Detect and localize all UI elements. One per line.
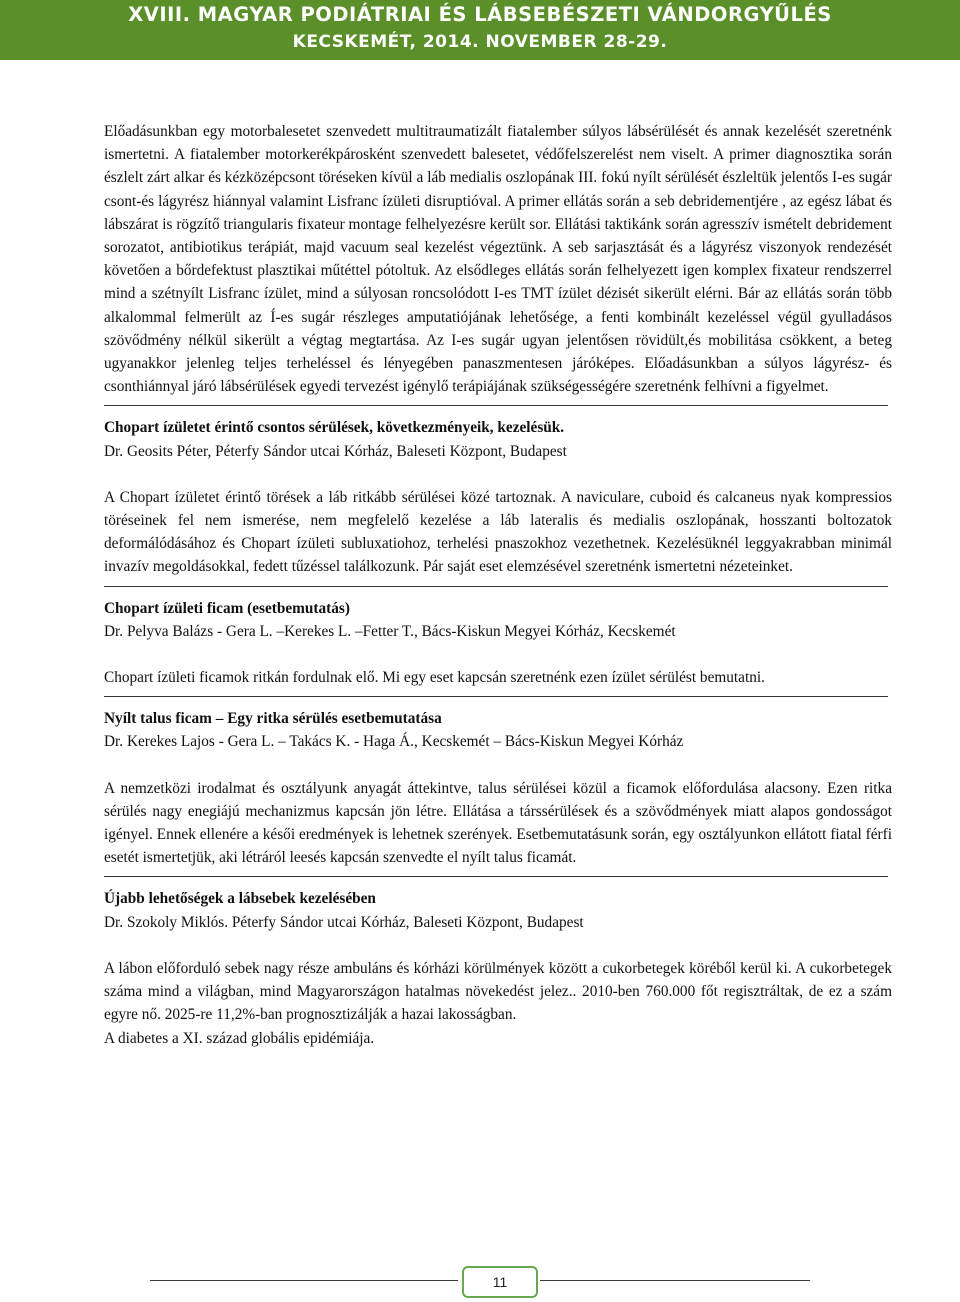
page-number: 11 — [462, 1266, 538, 1298]
page-content — [104, 120, 892, 1050]
abstract-authors: Dr. Szokoly Miklós. Péterfy Sándor utcai Kórház, Baleseti Központ, Budapest — [104, 913, 584, 931]
abstract-closing-line: A diabetes a XI. század globális epidémiája. — [104, 1029, 375, 1047]
conference-title: XVIII. MAGYAR PODIÁTRIAI ÉS LÁBSEBÉSZETI VÁNDORGYŰLÉS — [128, 3, 832, 26]
abstract-body: A Chopart ízületet érintő törések a láb ritkább sérülései közé tartoznak. A naviculare, cuboid és calcaneus nyak kompressios töréseinek fel nem ismerése, nem megfelelő kezelése a láb lateralis és medialis oszlopának, hosszanti boltozatok deformálódásához és Chopart ízületi subluxatiohoz, terhelési pnaszokhoz vezethetnek. Kezelésüknél leggyakrabban minimál invazív megoldásokkal, fedett tűzéssel találkozunk. Pár saját eset elemzésével szeretnénk ismertetni nézeteinket. — [104, 488, 892, 576]
abstract-authors: Dr. Geosits Péter, Péterfy Sándor utcai Kórház, Baleseti Központ, Budapest — [104, 442, 567, 460]
abstract-title: Nyílt talus ficam – Egy ritka sérülés esetbemutatása — [104, 710, 442, 728]
abstract-title: Újabb lehetőségek a lábsebek kezelésében — [104, 890, 376, 908]
footer-rule-right — [540, 1280, 810, 1281]
footer-rule-left — [150, 1280, 458, 1281]
abstract-authors: Dr. Pelyva Balázs - Gera L. –Kerekes L. –Fetter T., Bács-Kiskun Megyei Kórház, Kecskemét — [104, 622, 676, 640]
header-banner — [0, 0, 960, 60]
abstract-chopart-bony-injuries — [104, 416, 892, 578]
abstract-body: A lábon előforduló sebek nagy része ambuláns és kórházi körülmények között a cukorbetegek köréből kerül ki. A cukorbetegek száma mind a világban, mind Magyarországon hatalmas növekedést jelez.. 2010-ben 760.000 főt regisztráltak, de ez a szám egyre nő. 2025-re 11,2%-ban prognosztizálják a hazai lakosságban. — [104, 959, 892, 1024]
conference-location-date: KECSKEMÉT, 2014. NOVEMBER 28-29. — [292, 32, 668, 52]
abstract-title: Chopart ízületi ficam (esetbemutatás) — [104, 599, 350, 617]
abstract-foot-wounds — [104, 887, 892, 1049]
section-divider — [104, 876, 888, 877]
abstract-body: Chopart ízületi ficamok ritkán fordulnak elő. Mi egy eset kapcsán szeretnénk ezen ízület sérülést bemutatni. — [104, 669, 765, 687]
section-divider — [104, 405, 888, 406]
section-divider — [104, 696, 888, 697]
page-footer — [0, 1262, 960, 1302]
abstract-authors: Dr. Kerekes Lajos - Gera L. – Takács K. - Haga Á., Kecskemét – Bács-Kiskun Megyei Kórház — [104, 733, 684, 751]
abstract-open-talus-dislocation — [104, 707, 892, 869]
section-divider — [104, 586, 888, 587]
abstract-chopart-dislocation — [104, 597, 892, 690]
intro-abstract-body: Előadásunkban egy motorbalesetet szenvedett multitraumatizált fiatalember súlyos lábsérülését és annak kezelését szeretnénk ismertetni. A fiatalember motorkerékpárosként szenvedett balesetet, védőfelszerelést nem viselt. A primer diagnosztika során észlelt zárt alkar és kézközépcsont töréseken kívül a láb medialis oszlopának III. fokú nyílt sérülését észleltük jelentős I-es sugár csont-és lágyrész hiánnyal valamint Lisfranc ízületi disruptióval. A primer ellátás során a seb debridementjére , az egész lábat és lábszárat is rögzítő triangularis fixateur montage felhelyezésre került sor. Ellátási taktikánk során agresszív ismételt debridement sorozatot, antibiotikus terápiát, majd vacuum seal kezelést végeztünk. A seb sarjasztását és a lágyrész viszonyok rendezését követően a bőrdefektust plasztikai műtéttel pótoltuk. Az elsődleges ellátás során felhelyezett igen komplex fixateur rendszerrel mind a szétnyílt Lisfranc ízület, mind a súlyosan roncsolódott I-es TMT ízület dézisét sikerült elérni. Bár az ellátás során több alkalommal felmerült az Í-es sugár részleges amputatiójának lehetősége, a fenti kombinált kezeléssel végül gyulladásos szövődmény nélkül sikerült a végtag megtartása. Az I-es sugár ugyan jelentősen rövidült,és mobilitása csökkent, a beteg ugyanakkor jelenleg teljes terheléssel és lényegében panaszmentesen járóképes. Előadásunkban a súlyos lágyrész- és csonthiánnyal járó lábsérülések egyedi tervezést igénylő terápiájának szükségességére szeretnénk felhívni a figyelmet. — [104, 123, 892, 396]
abstract-body: A nemzetközi irodalmat és osztályunk anyagát áttekintve, talus sérülései közül a ficamok előfordulása alacsony. Ezen ritka sérülés nagy enegiájú mechanizmus kapcsán jön létre. Ellátása a társsérülések és a szövődmények miatt alapos gondosságot igényel. Ennek ellenére a késői eredmények is lehetnek szerények. Esetbemutatásunk során, egy osztályunkon ellátott fiatal férfi esetét ismertetjük, aki létráról leesés kapcsán szenvedte el nyílt talus ficamát. — [104, 779, 892, 867]
abstract-title: Chopart ízületet érintő csontos sérülések, következményeik, kezelésük. — [104, 419, 565, 437]
